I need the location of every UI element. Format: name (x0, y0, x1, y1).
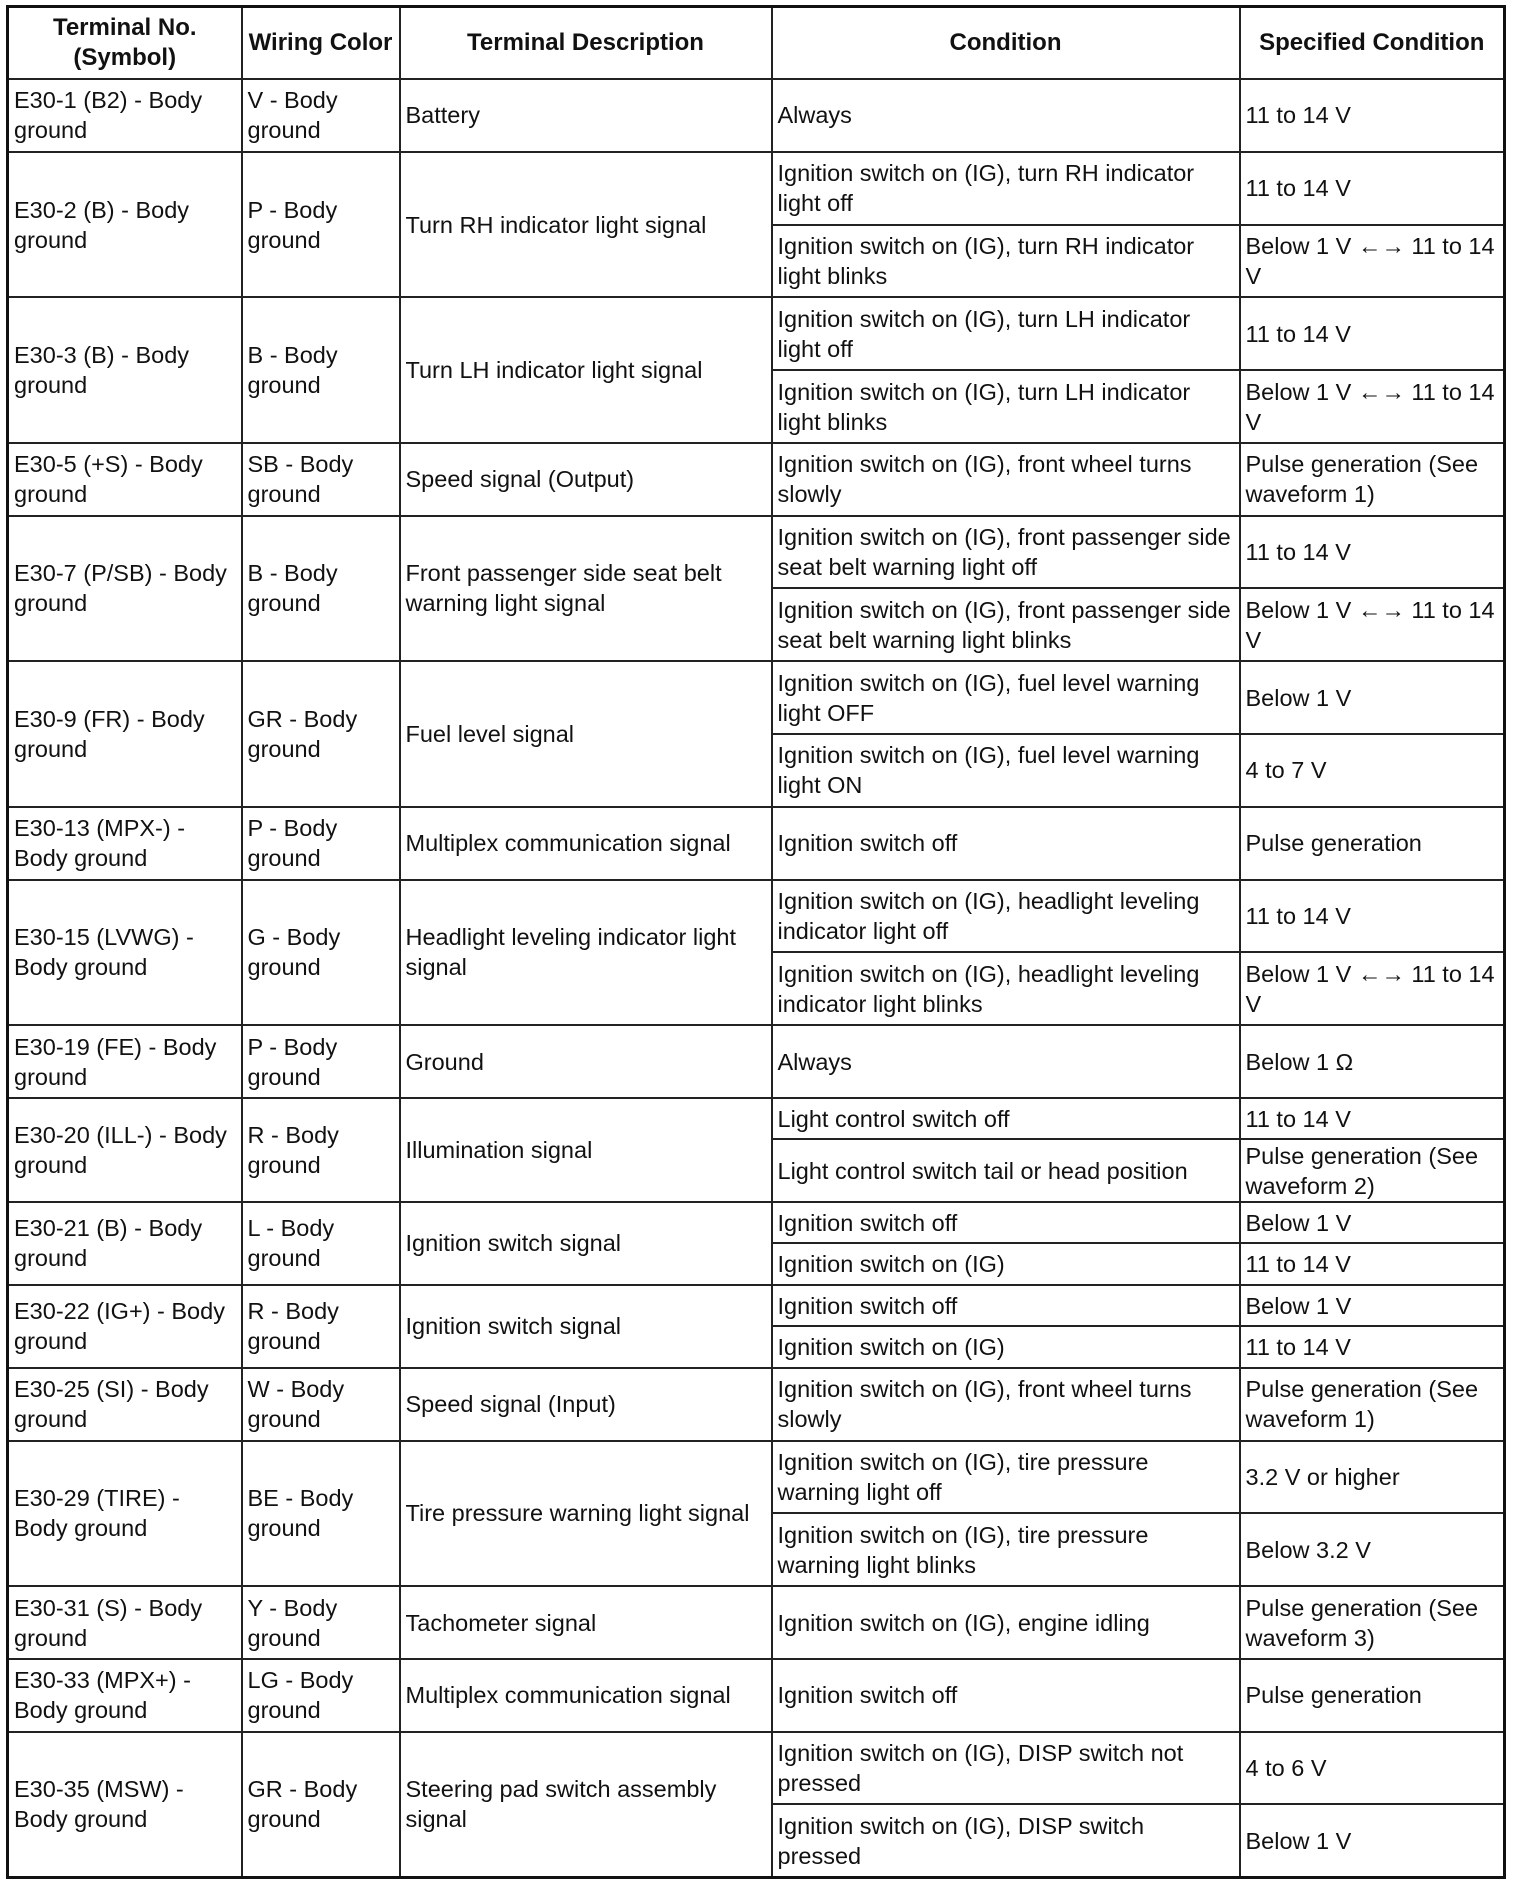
header-condition: Condition (772, 7, 1240, 80)
condition-cell: Ignition switch on (IG), tire pressure warning light blinks (772, 1513, 1240, 1586)
description-cell: Battery (400, 79, 772, 152)
table-row (8, 443, 1505, 516)
condition-cell: Ignition switch on (IG), headlight leveling indicator light blinks (772, 952, 1240, 1025)
wiring-cell: R - Body ground (242, 1285, 400, 1368)
terminal-cell: E30-13 (MPX-) - Body ground (8, 807, 242, 880)
specified-cell: 4 to 6 V (1240, 1732, 1505, 1805)
description-cell: Front passenger side seat belt warning light signal (400, 516, 772, 662)
condition-cell: Ignition switch on (IG), tire pressure warning light off (772, 1441, 1240, 1514)
header-specified: Specified Condition (1240, 7, 1505, 80)
terminal-cell: E30-35 (MSW) - Body ground (8, 1732, 242, 1878)
specified-cell: Below 1 V ←→ 11 to 14 V (1240, 225, 1505, 298)
table-row (8, 1441, 1505, 1514)
specified-cell: Pulse generation (See waveform 1) (1240, 1368, 1505, 1441)
specified-cell: Below 1 V (1240, 661, 1505, 734)
condition-cell: Ignition switch on (IG) (772, 1326, 1240, 1367)
table-row (8, 1586, 1505, 1659)
description-cell: Headlight leveling indicator light signal (400, 880, 772, 1026)
description-cell: Turn LH indicator light signal (400, 297, 772, 443)
specified-cell: 11 to 14 V (1240, 880, 1505, 953)
description-cell: Speed signal (Input) (400, 1368, 772, 1441)
terminal-cell: E30-1 (B2) - Body ground (8, 79, 242, 152)
header-wiring: Wiring Color (242, 7, 400, 80)
specified-cell: 11 to 14 V (1240, 1098, 1505, 1139)
description-cell: Speed signal (Output) (400, 443, 772, 516)
wiring-cell: GR - Body ground (242, 661, 400, 807)
condition-cell: Light control switch off (772, 1098, 1240, 1139)
specified-cell: 3.2 V or higher (1240, 1441, 1505, 1514)
specified-cell: 11 to 14 V (1240, 79, 1505, 152)
condition-cell: Ignition switch on (IG), turn RH indicator light blinks (772, 225, 1240, 298)
specified-cell: 4 to 7 V (1240, 734, 1505, 807)
specified-cell: 11 to 14 V (1240, 516, 1505, 589)
terminal-cell: E30-31 (S) - Body ground (8, 1586, 242, 1659)
description-cell: Ground (400, 1025, 772, 1098)
terminal-cell: E30-20 (ILL-) - Body ground (8, 1098, 242, 1202)
wiring-cell: P - Body ground (242, 807, 400, 880)
description-cell: Tachometer signal (400, 1586, 772, 1659)
description-cell: Multiplex communication signal (400, 807, 772, 880)
description-cell: Fuel level signal (400, 661, 772, 807)
wiring-cell: B - Body ground (242, 516, 400, 662)
specified-cell: Pulse generation (1240, 1659, 1505, 1732)
table-row (8, 1659, 1505, 1732)
terminal-cell: E30-29 (TIRE) - Body ground (8, 1441, 242, 1587)
table-row (8, 880, 1505, 953)
table-row (8, 661, 1505, 734)
specified-cell: Below 1 V ←→ 11 to 14 V (1240, 588, 1505, 661)
description-cell: Steering pad switch assembly signal (400, 1732, 772, 1878)
table-row (8, 1025, 1505, 1098)
wiring-cell: Y - Body ground (242, 1586, 400, 1659)
wiring-cell: P - Body ground (242, 152, 400, 298)
wiring-cell: B - Body ground (242, 297, 400, 443)
specified-cell: Pulse generation (See waveform 3) (1240, 1586, 1505, 1659)
table-row (8, 297, 1505, 370)
specified-cell: Below 1 Ω (1240, 1025, 1505, 1098)
condition-cell: Ignition switch on (IG), fuel level warning light OFF (772, 661, 1240, 734)
description-cell: Tire pressure warning light signal (400, 1441, 772, 1587)
table-body (8, 79, 1505, 1878)
specified-cell: Below 1 V (1240, 1202, 1505, 1243)
condition-cell: Ignition switch on (IG), headlight leveling indicator light off (772, 880, 1240, 953)
header-terminal: Terminal No. (Symbol) (8, 7, 242, 80)
table-row (8, 1202, 1505, 1243)
wiring-cell: LG - Body ground (242, 1659, 400, 1732)
table-row (8, 152, 1505, 225)
terminal-cell: E30-15 (LVWG) - Body ground (8, 880, 242, 1026)
condition-cell: Always (772, 1025, 1240, 1098)
table-row (8, 1732, 1505, 1805)
specified-cell: Below 1 V (1240, 1285, 1505, 1326)
description-cell: Turn RH indicator light signal (400, 152, 772, 298)
condition-cell: Ignition switch on (IG), fuel level warning light ON (772, 734, 1240, 807)
table-row (8, 1285, 1505, 1326)
wiring-cell: GR - Body ground (242, 1732, 400, 1878)
terminal-cell: E30-9 (FR) - Body ground (8, 661, 242, 807)
specified-cell: Below 1 V ←→ 11 to 14 V (1240, 952, 1505, 1025)
condition-cell: Ignition switch on (IG), front passenger side seat belt warning light blinks (772, 588, 1240, 661)
table-row (8, 807, 1505, 880)
condition-cell: Ignition switch on (IG) (772, 1243, 1240, 1284)
specified-cell: Below 1 V ←→ 11 to 14 V (1240, 370, 1505, 443)
wiring-cell: G - Body ground (242, 880, 400, 1026)
wiring-cell: R - Body ground (242, 1098, 400, 1202)
condition-cell: Ignition switch on (IG), front passenger side seat belt warning light off (772, 516, 1240, 589)
wiring-cell: P - Body ground (242, 1025, 400, 1098)
header-description: Terminal Description (400, 7, 772, 80)
terminal-cell: E30-21 (B) - Body ground (8, 1202, 242, 1285)
specified-cell: Pulse generation (See waveform 1) (1240, 443, 1505, 516)
condition-cell: Ignition switch on (IG), DISP switch pressed (772, 1804, 1240, 1877)
wiring-cell: SB - Body ground (242, 443, 400, 516)
table-row (8, 516, 1505, 589)
specified-cell: Below 1 V (1240, 1804, 1505, 1877)
condition-cell: Always (772, 79, 1240, 152)
specified-cell: Below 3.2 V (1240, 1513, 1505, 1586)
terminal-cell: E30-5 (+S) - Body ground (8, 443, 242, 516)
terminal-cell: E30-25 (SI) - Body ground (8, 1368, 242, 1441)
description-cell: Multiplex communication signal (400, 1659, 772, 1732)
condition-cell: Ignition switch on (IG), front wheel turns slowly (772, 1368, 1240, 1441)
specified-cell: 11 to 14 V (1240, 1243, 1505, 1284)
wiring-cell: L - Body ground (242, 1202, 400, 1285)
condition-cell: Ignition switch on (IG), turn LH indicator light off (772, 297, 1240, 370)
terminal-cell: E30-19 (FE) - Body ground (8, 1025, 242, 1098)
condition-cell: Ignition switch off (772, 807, 1240, 880)
condition-cell: Ignition switch on (IG), DISP switch not pressed (772, 1732, 1240, 1805)
condition-cell: Ignition switch on (IG), engine idling (772, 1586, 1240, 1659)
table-row (8, 1098, 1505, 1139)
header-row (8, 7, 1505, 80)
condition-cell: Ignition switch on (IG), turn RH indicator light off (772, 152, 1240, 225)
description-cell: Ignition switch signal (400, 1285, 772, 1368)
condition-cell: Light control switch tail or head position (772, 1139, 1240, 1202)
specified-cell: 11 to 14 V (1240, 297, 1505, 370)
specified-cell: 11 to 14 V (1240, 152, 1505, 225)
specified-cell: 11 to 14 V (1240, 1326, 1505, 1367)
terminal-table (6, 5, 1506, 1879)
condition-cell: Ignition switch off (772, 1202, 1240, 1243)
table-row (8, 79, 1505, 152)
specified-cell: Pulse generation (1240, 807, 1505, 880)
description-cell: Illumination signal (400, 1098, 772, 1202)
wiring-cell: V - Body ground (242, 79, 400, 152)
condition-cell: Ignition switch off (772, 1285, 1240, 1326)
specified-cell: Pulse generation (See waveform 2) (1240, 1139, 1505, 1202)
description-cell: Ignition switch signal (400, 1202, 772, 1285)
terminal-cell: E30-2 (B) - Body ground (8, 152, 242, 298)
table-row (8, 1368, 1505, 1441)
terminal-cell: E30-3 (B) - Body ground (8, 297, 242, 443)
condition-cell: Ignition switch off (772, 1659, 1240, 1732)
terminal-cell: E30-22 (IG+) - Body ground (8, 1285, 242, 1368)
wiring-cell: BE - Body ground (242, 1441, 400, 1587)
terminal-cell: E30-33 (MPX+) - Body ground (8, 1659, 242, 1732)
wiring-cell: W - Body ground (242, 1368, 400, 1441)
condition-cell: Ignition switch on (IG), turn LH indicator light blinks (772, 370, 1240, 443)
terminal-cell: E30-7 (P/SB) - Body ground (8, 516, 242, 662)
condition-cell: Ignition switch on (IG), front wheel turns slowly (772, 443, 1240, 516)
